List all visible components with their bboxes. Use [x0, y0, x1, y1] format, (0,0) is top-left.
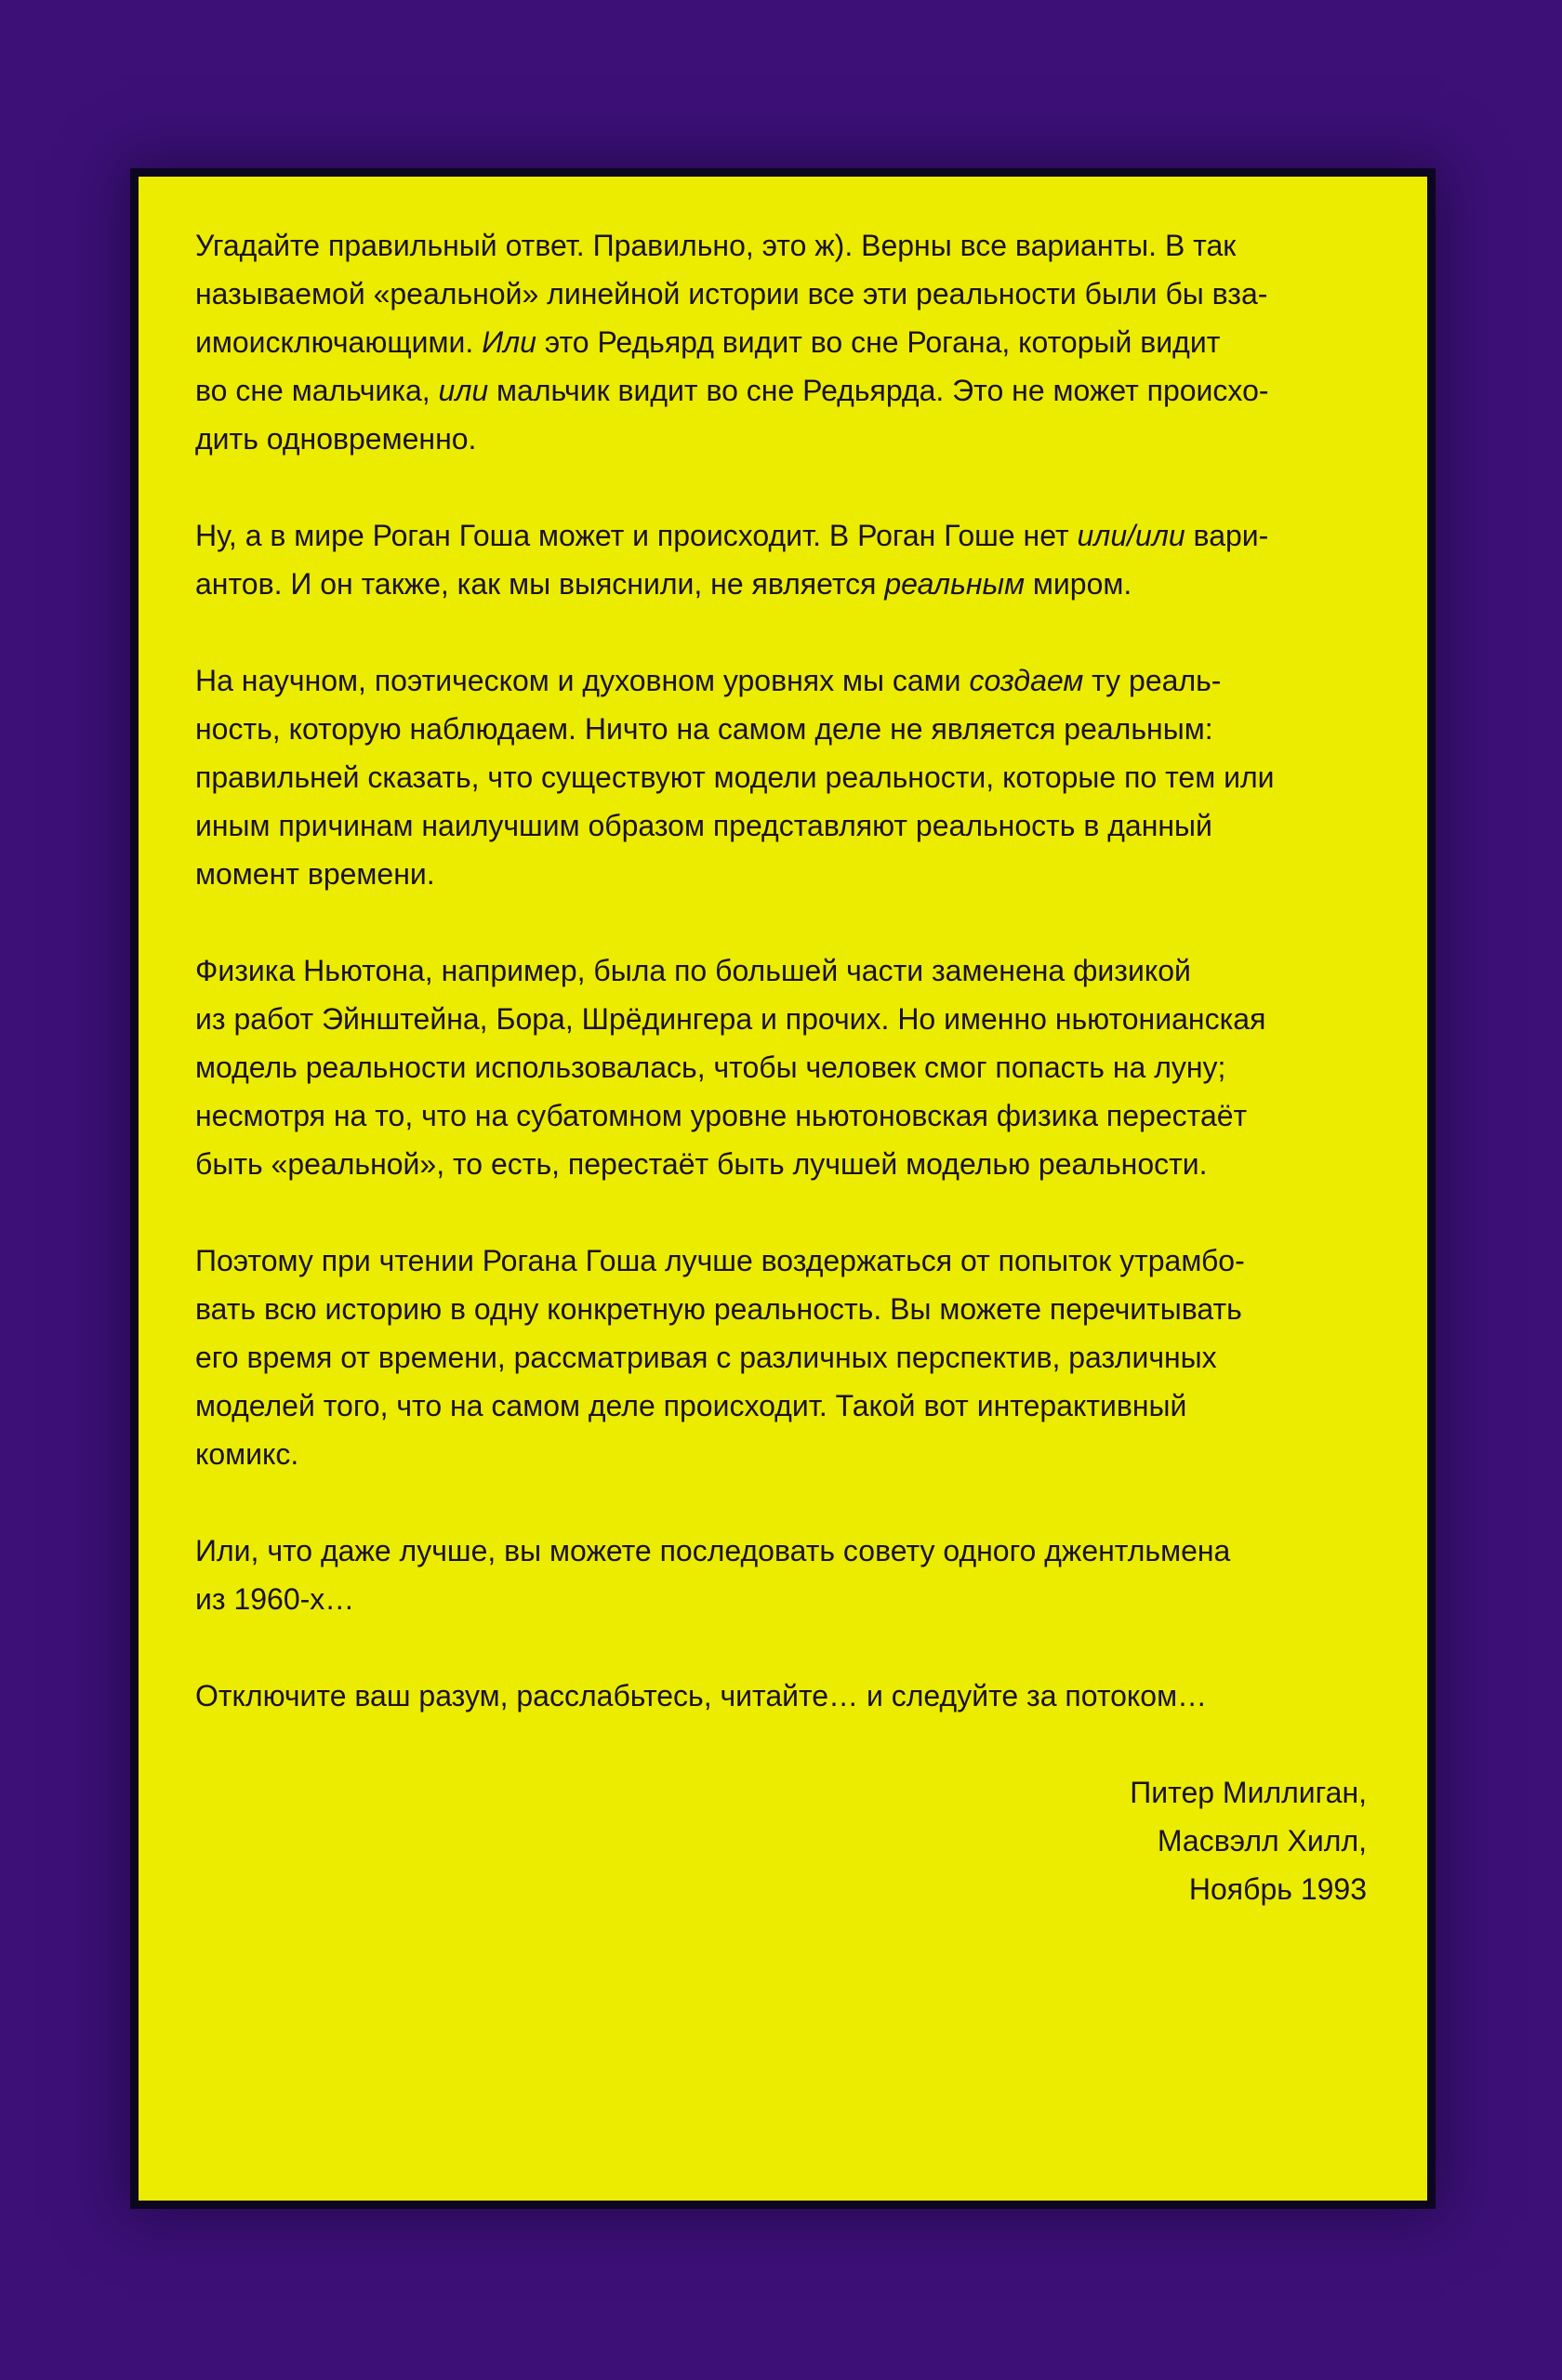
- text-line: [195, 801, 1367, 850]
- text-run: правильней сказать, что существуют модели реальности, которые по тем или: [195, 760, 1275, 794]
- italic-run: реальным: [884, 567, 1025, 601]
- text-line: [195, 366, 1367, 415]
- text-line: [195, 1285, 1367, 1333]
- text-run: быть «реальной», то есть, перестаёт быть лучшей моделью реальности.: [195, 1147, 1208, 1181]
- text-run: антов. И он также, как мы выяснили, не является: [195, 567, 885, 601]
- text-line: [195, 995, 1367, 1043]
- text-run: несмотря на то, что на субатомном уровне ньютоновская физика перестаёт: [195, 1099, 1248, 1132]
- text-run: вать всю историю в одну конкретную реальность. Вы можете перечитывать: [195, 1292, 1242, 1326]
- paragraph-3: [195, 656, 1367, 898]
- text-line: [195, 415, 1367, 463]
- paragraph-6: [195, 1527, 1367, 1623]
- text-run: из работ Эйнштейна, Бора, Шрёдингера и прочих. Но именно ньютонианская: [195, 1002, 1266, 1036]
- paragraph-5: [195, 1236, 1367, 1478]
- text-line: [195, 1527, 1367, 1575]
- paragraph-7: [195, 1672, 1367, 1720]
- text-line: [195, 511, 1367, 560]
- text-run: момент времени.: [195, 857, 435, 891]
- text-run: Угадайте правильный ответ. Правильно, это ж). Верны все варианты. В так: [195, 229, 1237, 262]
- text-line: [195, 1333, 1367, 1382]
- text-run: это Редьярд видит во сне Рогана, который видит: [536, 325, 1221, 359]
- text-run: Поэтому при чтении Рогана Гоша лучше воздержаться от попыток утрамбо-: [195, 1244, 1245, 1277]
- text-line: [195, 1382, 1367, 1430]
- afterword-text: [195, 221, 1367, 1913]
- text-line: [195, 1672, 1367, 1720]
- text-line: [195, 1575, 1367, 1623]
- text-line: [195, 1091, 1367, 1140]
- text-run: дить одновременно.: [195, 422, 477, 456]
- text-line: [195, 1236, 1367, 1285]
- text-line: [195, 850, 1367, 898]
- text-run: Отключите ваш разум, расслабьтесь, читайте… и следуйте за потоком…: [195, 1679, 1208, 1712]
- signature-author: Питер Миллиган,: [1130, 1776, 1367, 1809]
- text-run: модель реальности использовалась, чтобы человек смог попасть на луну;: [195, 1051, 1226, 1084]
- text-run: комикс.: [195, 1437, 299, 1471]
- text-run: его время от времени, рассматривая с различных перспектив, различных: [195, 1341, 1217, 1374]
- text-run: вари-: [1185, 519, 1269, 552]
- text-run: Ну, а в мире Роган Гоша может и происходит. В Роган Гоше нет: [195, 519, 1078, 552]
- italic-run: или: [438, 374, 489, 407]
- text-run: ту реаль-: [1083, 664, 1222, 697]
- text-line: [195, 656, 1367, 705]
- text-line: [195, 560, 1367, 608]
- italic-run: или/или: [1077, 519, 1185, 552]
- text-line: [195, 1140, 1367, 1188]
- text-line: [195, 270, 1367, 318]
- signature-place: Масвэлл Хилл,: [1157, 1824, 1367, 1858]
- text-run: называемой «реальной» линейной истории все эти реальности были бы вза-: [195, 277, 1268, 311]
- italic-run: создаем: [969, 664, 1084, 697]
- paragraphs-container: [195, 221, 1367, 1720]
- paragraph-4: [195, 946, 1367, 1188]
- text-line: [195, 1430, 1367, 1478]
- paragraph-2: [195, 511, 1367, 608]
- text-line: [195, 946, 1367, 995]
- text-run: мальчик видит во сне Редьярда. Это не может происхо-: [488, 374, 1269, 407]
- text-line: [195, 221, 1367, 270]
- text-run: во сне мальчика,: [195, 374, 439, 407]
- text-line: [195, 753, 1367, 801]
- paragraph-1: [195, 221, 1367, 463]
- text-run: имоисключающими.: [195, 325, 483, 359]
- text-run: На научном, поэтическом и духовном уровнях мы сами: [195, 664, 970, 697]
- text-run: Физика Ньютона, например, была по большей части заменена физикой: [195, 954, 1191, 987]
- text-run: Или, что даже лучше, вы можете последовать совету одного джентльмена: [195, 1534, 1231, 1567]
- text-run: моделей того, что на самом деле происходит. Такой вот интерактивный: [195, 1389, 1187, 1422]
- text-line: [195, 705, 1367, 753]
- signature: [195, 1768, 1367, 1913]
- text-line: [195, 318, 1367, 366]
- italic-run: Или: [482, 325, 536, 359]
- text-run: миром.: [1025, 567, 1132, 601]
- text-run: из 1960-х…: [195, 1582, 355, 1616]
- signature-date: Ноябрь 1993: [1188, 1872, 1367, 1906]
- text-line: [195, 1043, 1367, 1091]
- text-run: ность, которую наблюдаем. Ничто на самом деле не является реальным:: [195, 712, 1213, 746]
- text-run: иным причинам наилучшим образом представляют реальность в данный: [195, 809, 1212, 842]
